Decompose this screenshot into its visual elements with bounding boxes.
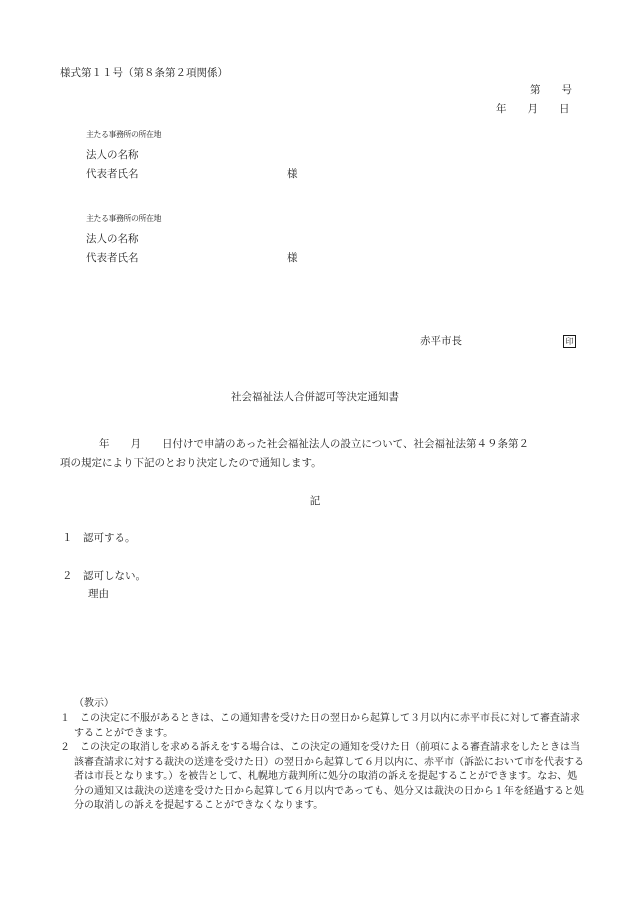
document-number-label: 第 号 <box>530 84 572 96</box>
reason-label: 理由 <box>88 588 109 600</box>
notice-item <box>60 741 585 814</box>
date-label: 年 月 日 <box>496 103 570 115</box>
option-approve: １ 認可する。 <box>62 532 136 544</box>
corporation-name-label: 法人の名称 <box>86 233 139 245</box>
corporation-name-label: 法人の名称 <box>86 149 139 161</box>
form-number: 様式第１１号（第８条第２項関係） <box>60 67 228 79</box>
body-line-1: 年 月 日付けで申請のあった社会福祉法人の設立について、社会福祉法第４９条第２ <box>99 438 529 450</box>
notice-text: この決定に不服があるときは、この通知書を受けた日の翌日から起算して３月以内に赤平市長に対して審査請求することができます。 <box>74 713 580 739</box>
office-location-label: 主たる事務所の所在地 <box>86 130 161 139</box>
ki-heading: 記 <box>309 495 321 507</box>
representative-name-label: 代表者氏名 <box>86 252 139 264</box>
issuer-name: 赤平市長 <box>420 335 462 347</box>
notice-list <box>60 712 585 814</box>
notice-heading: （教示） <box>74 698 114 709</box>
document-title: 社会福祉法人合併認可等決定通知書 <box>231 391 399 403</box>
body-line-2: 項の規定により下記のとおり決定したので通知します。 <box>60 457 322 469</box>
honorific-sama: 様 <box>287 252 298 264</box>
office-location-label: 主たる事務所の所在地 <box>86 214 161 223</box>
seal-mark: 印 <box>563 335 576 348</box>
representative-name-label: 代表者氏名 <box>86 168 139 180</box>
notice-text: この決定の取消しを求める訴えをする場合は、この決定の通知を受けた日（前項による審査請求をしたときは当該審査請求に対する裁決の送達を受けた日）の翌日から起算して６月以内に、赤平市（訴訟において市を代表する者は市長となります。）を被告として、札幌地方裁判所に処分の取消の訴えを提起することができます。なお、処分の通知又は裁決の送達を受けた日から起算して６月以内であっても、処分又は裁決の日から１年を経過すると処分の取消しの訴えを提起することができなくなります。 <box>74 742 584 811</box>
honorific-sama: 様 <box>287 168 298 180</box>
option-disapprove: ２ 認可しない。 <box>62 570 146 582</box>
notice-item <box>60 712 585 741</box>
notice-number: ２ <box>60 742 70 753</box>
notice-number: １ <box>60 713 70 724</box>
